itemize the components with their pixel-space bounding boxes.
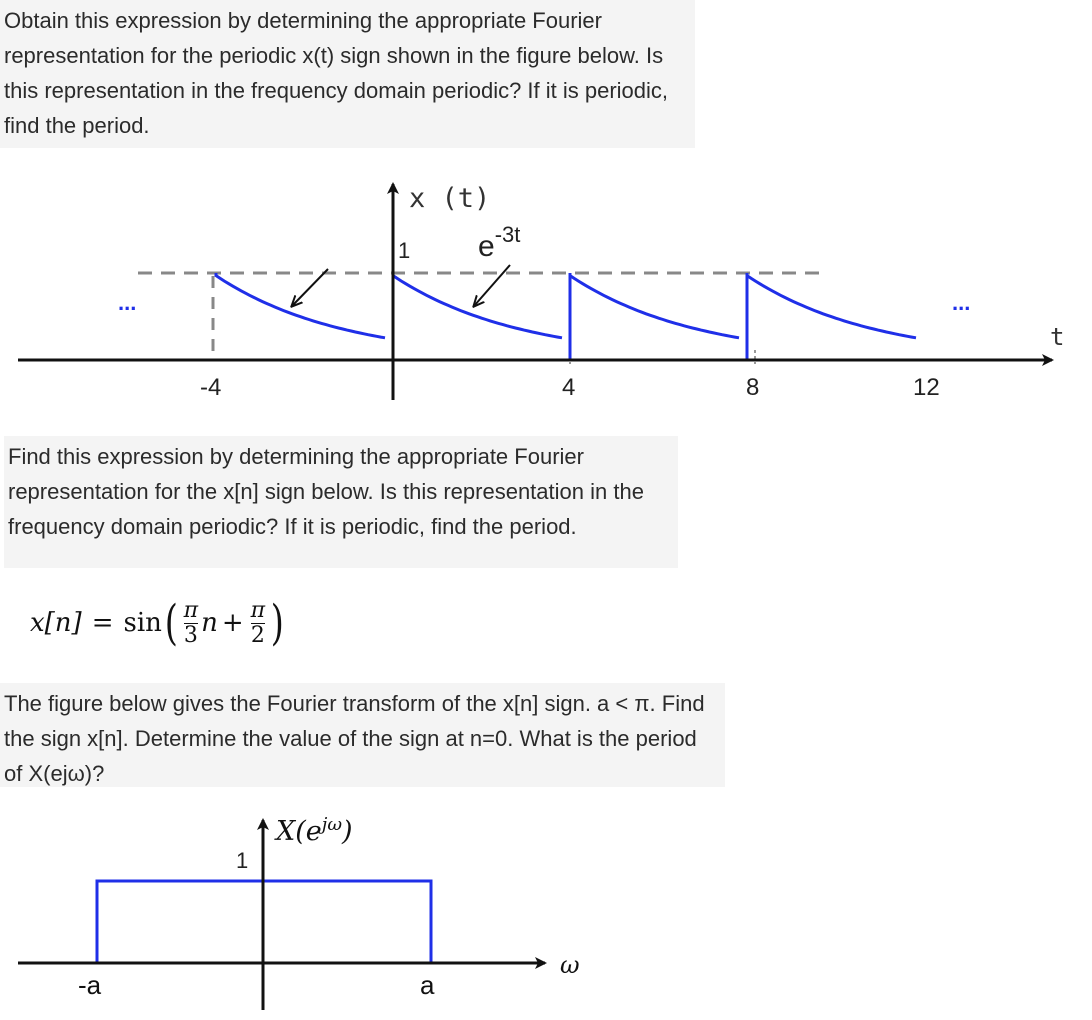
q2-line-2: representation for the x[n] sign below. Is this representation in the — [8, 479, 644, 504]
ellipsis-right: ... — [952, 290, 971, 315]
q3-line-3: of X(ejω)? — [4, 761, 105, 786]
spectrum-y-label-base: X(e — [276, 816, 322, 847]
question-3-text — [0, 683, 725, 787]
q3-line-2: the sign x[n]. Determine the value of the sign at n=0. What is the period — [4, 726, 697, 751]
equation-func: sin — [123, 608, 162, 638]
curve-pointer-arrow-2 — [474, 265, 510, 306]
periodic-signal-figure — [0, 160, 1092, 430]
fraction-1-denominator: 3 — [183, 622, 198, 648]
spectrum-y-label — [274, 814, 353, 847]
tick-label-12: 12 — [913, 374, 940, 401]
tick-label-minus-a: -a — [78, 970, 102, 1000]
fraction-1 — [184, 599, 198, 648]
curve-label — [478, 222, 520, 263]
tick-label-8: 8 — [746, 374, 760, 401]
tick-label-minus4: -4 — [200, 374, 222, 401]
spectrum-amplitude-label: 1 — [236, 848, 249, 873]
q1-line-2: representation for the periodic x(t) sign shown in the figure below. Is — [4, 43, 664, 68]
spectrum-y-label-close: ) — [342, 816, 353, 847]
tick-label-a: a — [420, 970, 435, 1000]
exponential-pulse-3 — [570, 273, 739, 360]
equation-var: n — [201, 608, 218, 638]
ellipsis-left: ... — [118, 290, 137, 315]
right-paren: ) — [270, 595, 285, 651]
q1-line-3: this representation in the frequency domain periodic? If it is periodic, — [4, 78, 669, 103]
question-1-text — [0, 0, 695, 148]
exponential-pulse-1 — [216, 273, 385, 338]
equation-plus: + — [221, 608, 244, 638]
question-2-text — [4, 436, 678, 568]
spectrum-figure — [0, 800, 620, 1015]
curve-label-exp: -3t — [494, 222, 521, 247]
equation-equals: = — [91, 608, 114, 638]
amplitude-label: 1 — [398, 238, 411, 263]
fraction-2 — [251, 599, 265, 648]
exponential-pulses — [216, 273, 916, 360]
y-axis-label: x (t) — [409, 183, 491, 214]
x-axis-label: t — [1050, 323, 1065, 351]
equation-lhs: x[n] — [30, 608, 82, 638]
q2-line-3: frequency domain periodic? If it is periodic, find the period. — [8, 514, 577, 539]
fraction-2-denominator: 2 — [250, 622, 265, 648]
signal-equation — [30, 583, 410, 663]
q2-line-1: Find this expression by determining the appropriate Fourier — [8, 444, 584, 469]
q1-line-1: Obtain this expression by determining the appropriate Fourier — [4, 8, 602, 33]
exponential-pulse-4 — [747, 273, 916, 360]
spectrum-y-label-sup: jω — [321, 814, 342, 835]
fraction-2-numerator: π — [250, 597, 266, 623]
tick-label-4: 4 — [562, 374, 576, 401]
fraction-1-numerator: π — [183, 597, 199, 623]
q1-line-4: find the period. — [4, 113, 150, 138]
q3-line-1: The figure below gives the Fourier transform of the x[n] sign. a < π. Find — [4, 691, 705, 716]
curve-pointer-arrow-1 — [292, 269, 328, 306]
left-paren: ( — [164, 595, 178, 651]
omega-label: ω — [560, 951, 580, 979]
exponential-pulse-2 — [393, 273, 562, 360]
curve-label-base: e — [478, 230, 495, 263]
